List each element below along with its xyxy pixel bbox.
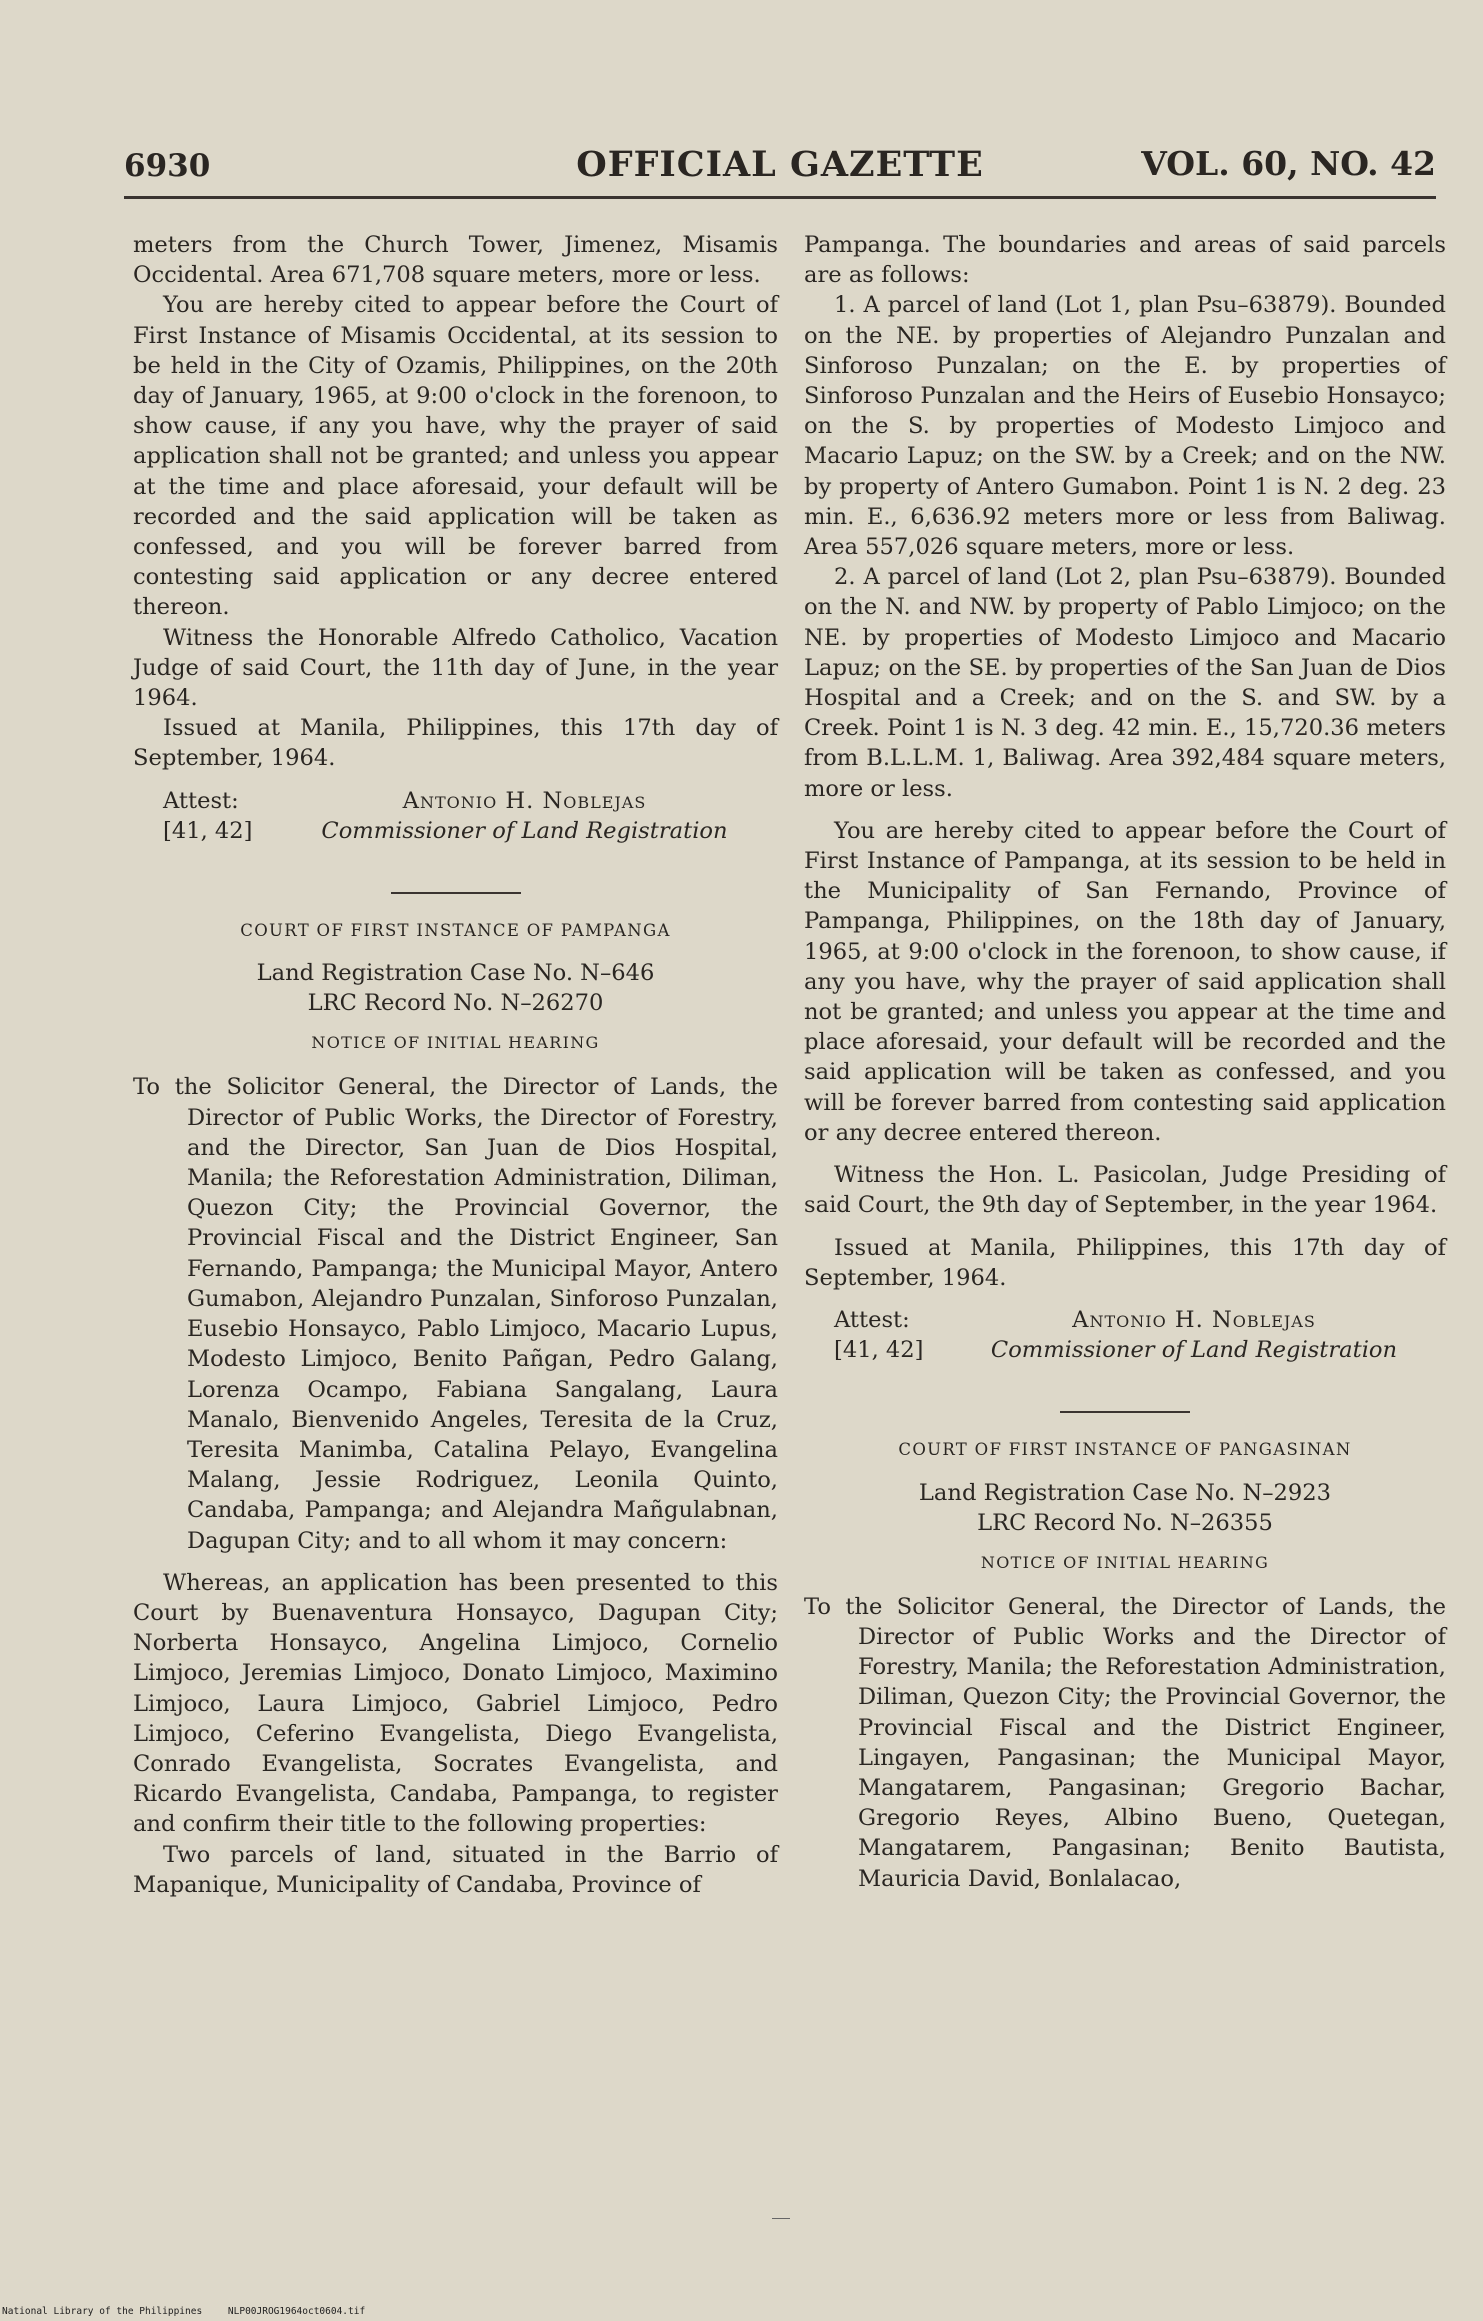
attest-reference: [41, 42] (163, 817, 253, 844)
section-divider (1060, 1411, 1190, 1413)
whereas-paragraph: Whereas, an application has been presented to this Court by Buenaventura Honsayco, Dagupan City; Norberta Honsayco, Angelina Limjoco, Cornelio Limjoco, Jeremias Limjoco, Donato Limjoco, Maximino Limjoco, Laura Limjoco, Gabriel Limjoco, Pedro Limjoco, Ceferino Evangelista, Diego Evangelista, Conrado Evangelista, Socrates Evangelista, and Ricardo Evangelista, Candaba, Pampanga, to register and confirm their title to the following properties: (133, 1569, 778, 1838)
page-header (124, 140, 1436, 200)
case-number: Land Registration Case No. N–2923 (918, 1479, 1332, 1506)
attest-title: Commissioner of Land Registration (321, 817, 728, 844)
court-heading: COURT OF FIRST INSTANCE OF PAMPANGA (240, 921, 671, 941)
header-rule (124, 196, 1436, 199)
left-column (133, 230, 778, 1900)
page-number: 6930 (124, 148, 211, 184)
page-mark (772, 2218, 790, 2219)
right-column (804, 230, 1446, 1894)
paragraph: meters from the Church Tower, Jimenez, Misamis Occidental. Area 671,708 square meters, more or less. (133, 232, 778, 289)
attest-reference: [41, 42] (834, 1337, 924, 1364)
paragraph: You are hereby cited to appear before the Court of First Instance of Misamis Occidental, at its session to be held in the City of Ozamis, Philippines, on the 20th day of January, 1965, at 9:00 o'clock in the forenoon, to show cause, if any you have, why the prayer of said application shall not be granted; and unless you appear at the time and place aforesaid, your default will be recorded and the said application will be taken as confessed, and you will be forever barred from contesting said application or any decree entered thereon. (133, 292, 778, 621)
paragraph: Pampanga. The boundaries and areas of said parcels are as follows: (804, 232, 1446, 289)
attest-title: Commissioner of Land Registration (990, 1337, 1398, 1364)
attestation-block (804, 1305, 1446, 1365)
volume-number: VOL. 60, NO. 42 (1141, 144, 1436, 183)
file-name: NLP00JROG1964oct0604.tif (227, 2306, 366, 2317)
attest-name: Antonio H. Noblejas (1072, 1306, 1316, 1333)
paragraph: Witness the Hon. L. Pasicolan, Judge Presiding of said Court, the 9th day of September, in the year 1964. (804, 1162, 1446, 1219)
paragraph: You are hereby cited to appear before the Court of First Instance of Pampanga, at its session to be held in the Municipality of San Fernando, Province of Pampanga, Philippines, on the 18th day of January, 1965, at 9:00 o'clock in the forenoon, to show cause, if any you have, why the prayer of said application shall not be granted; and unless you appear at the time and place aforesaid, your default will be recorded and the said application will be taken as confessed, and you will be forever barred from contesting said application or any decree entered thereon. (804, 817, 1446, 1146)
scan-footer (2, 2306, 385, 2317)
court-heading: COURT OF FIRST INSTANCE OF PANGASINAN (898, 1440, 1352, 1460)
lot-1-description: 1. A parcel of land (Lot 1, plan Psu–63879). Bounded on the NE. by properties of Alejandro Punzalan and Sinforoso Punzalan; on the E. by properties of Sinforoso Punzalan and the Heirs of Eusebio Honsayco; on the S. by properties of Modesto Limjoco and Macario Lapuz; on the SW. by a Creek; and on the NW. by property of Antero Gumabon. Point 1 is N. 2 deg. 23 min. E., 6,636.92 meters more or less from Baliwag. Area 557,026 square meters, more or less. (804, 292, 1446, 561)
attest-name: Antonio H. Noblejas (402, 787, 647, 814)
lot-2-description: 2. A parcel of land (Lot 2, plan Psu–63879). Bounded on the N. and NW. by property of Pablo Limjoco; on the NE. by properties of Modesto Limjoco and Macario Lapuz; on the SE. by properties of the San Juan de Dios Hospital and a Creek; and on the S. and SW. by a Creek. Point 1 is N. 3 deg. 42 min. E., 15,720.36 meters from B.L.L.M. 1, Baliwag. Area 392,484 square meters, more or less. (804, 564, 1446, 802)
paragraph: Issued at Manila, Philippines, this 17th day of September, 1964. (804, 1234, 1446, 1291)
publication-title: OFFICIAL GAZETTE (576, 144, 984, 185)
notice-heading: NOTICE OF INITIAL HEARING (311, 1033, 600, 1053)
attest-label: Attest: (834, 1306, 910, 1333)
library-credit: National Library of the Philippines (2, 2306, 203, 2317)
paragraph: Two parcels of land, situated in the Barrio of Mapanique, Municipality of Candaba, Province of (133, 1841, 778, 1898)
attestation-block (133, 786, 778, 846)
lrc-record-number: LRC Record No. N–26355 (977, 1509, 1273, 1536)
paragraph: Issued at Manila, Philippines, this 17th day of September, 1964. (133, 715, 778, 772)
case-number: Land Registration Case No. N–646 (256, 960, 655, 987)
lrc-record-number: LRC Record No. N–26270 (307, 990, 604, 1017)
paragraph: Witness the Honorable Alfredo Catholico, Vacation Judge of said Court, the 11th day of June, in the year 1964. (133, 624, 778, 712)
section-divider (391, 892, 521, 894)
addressees-paragraph: To the Solicitor General, the Director of Lands, the Director of Public Works, the Director of Forestry, and the Director, San Juan de Dios Hospital, Manila; the Reforestation Administration, Diliman, Quezon City; the Provincial Governor, the Provincial Fiscal and the District Engineer, San Fernando, Pampanga; the Municipal Mayor, Antero Gumabon, Alejandro Punzalan, Sinforoso Punzalan, Eusebio Honsayco, Pablo Limjoco, Macario Lupus, Modesto Limjoco, Benito Pañgan, Pedro Galang, Lorenza Ocampo, Fabiana Sangalang, Laura Manalo, Bienvenido Angeles, Teresita de la Cruz, Teresita Manimba, Catalina Pelayo, Evangelina Malang, Jessie Rodriguez, Leonila Quinto, Candaba, Pampanga; and Alejandra Mañgulabnan, Dagupan City; and to all whom it may concern: (133, 1074, 778, 1554)
notice-heading: NOTICE OF INITIAL HEARING (980, 1552, 1270, 1572)
addressees-paragraph: To the Solicitor General, the Director of Lands, the Director of Public Works and the Director of Forestry, Manila; the Reforestation Administration, Diliman, Quezon City; the Provincial Governor, the Provincial Fiscal and the District Engineer, Lingayen, Pangasinan; the Municipal Mayor, Mangatarem, Pangasinan; Gregorio Bachar, Gregorio Reyes, Albino Bueno, Quetegan, Mangatarem, Pangasinan; Benito Bautista, Mauricia David, Bonlalacao, (804, 1593, 1446, 1892)
attest-label: Attest: (163, 787, 239, 814)
